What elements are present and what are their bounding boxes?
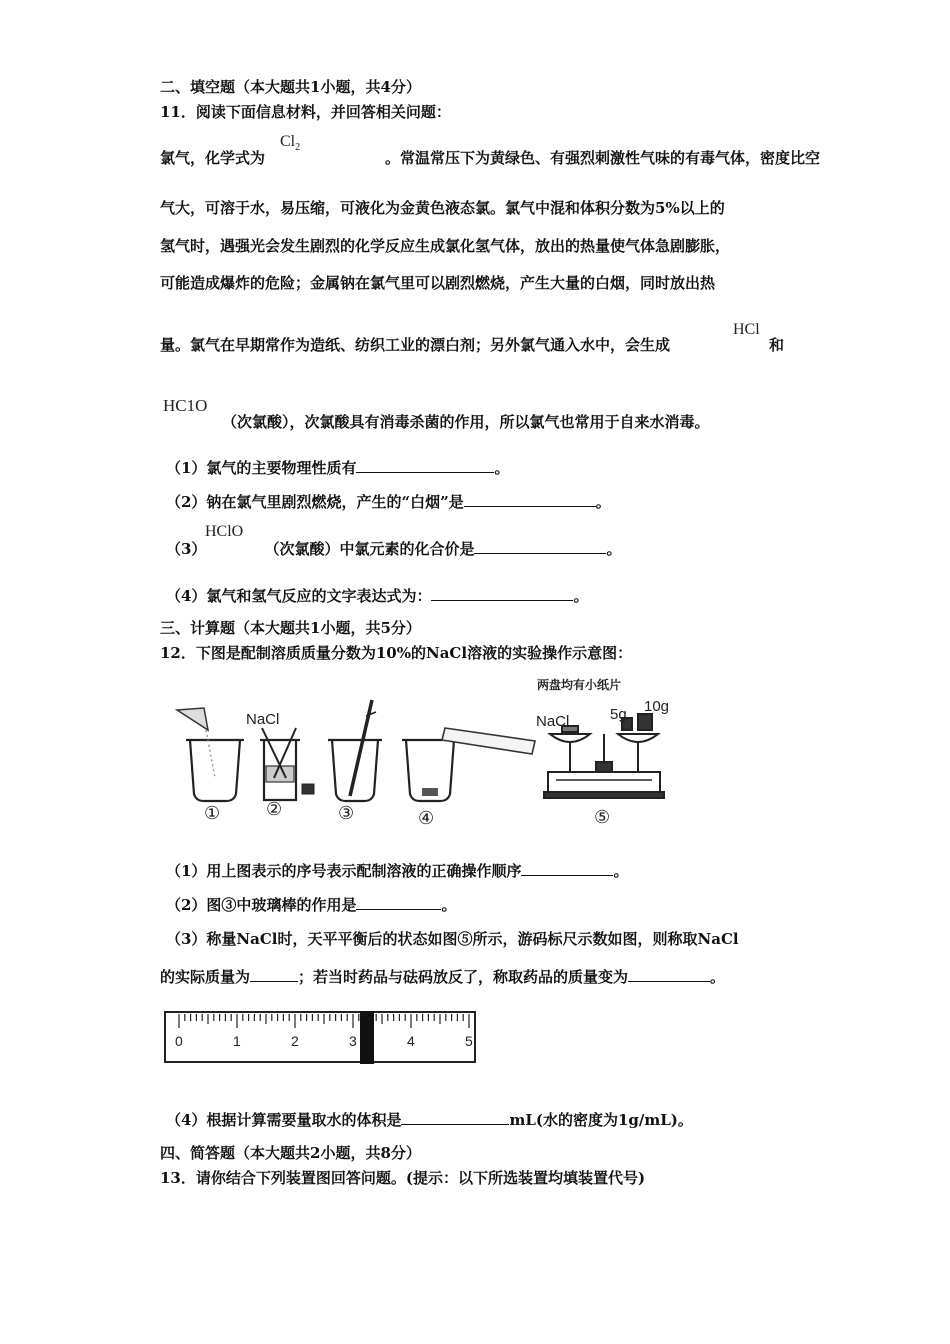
formula-cl2-subscript: 2 [295, 142, 301, 154]
answer-blank-11-1[interactable] [356, 457, 494, 473]
figure-nacl-label-2: NaCl [246, 711, 280, 728]
step-label-1: ① [204, 803, 221, 823]
formula-hcl: HCl [733, 321, 760, 338]
step-1-beaker [177, 708, 244, 801]
q12-sub-4-text-a: （4）根据计算需要量取水的体积是 [166, 1111, 402, 1129]
period: 。 [441, 896, 457, 914]
figure-weight-5g: 5g [610, 706, 627, 723]
q12-sub-3-line-2 [160, 966, 725, 987]
period: 。 [595, 493, 611, 511]
section-4-heading: 四、简答题（本大题共2小题，共8分） [160, 1144, 421, 1162]
q12-sub-2 [166, 894, 456, 915]
figure-note: 两盘均有小纸片 [537, 678, 622, 692]
q11-sub-4 [166, 585, 588, 606]
q11-sub-1-text: （1）氯气的主要物理性质有 [166, 459, 357, 477]
q11-paragraph-line-4: 可能造成爆炸的危险；金属钠在氯气里可以剧烈燃烧，产生大量的白烟，同时放出热 [160, 274, 716, 292]
answer-blank-11-4[interactable] [431, 585, 573, 601]
q11-paragraph-line-2: 气大，可溶于水，易压缩，可液化为金黄色液态氯。氯气中混和体积分数为5%以上的 [160, 199, 725, 217]
step-label-5: ⑤ [594, 807, 611, 827]
answer-blank-11-2[interactable] [464, 491, 596, 507]
q12-sub-2-text: （2）图③中玻璃棒的作用是 [166, 896, 357, 914]
q11-p5a: 量。氯气在早期常作为造纸、纺织工业的漂白剂；另外氯气通入水中，会生成 [160, 336, 671, 354]
ruler-label: 5 [465, 1033, 473, 1049]
answer-blank-12-1[interactable] [521, 860, 613, 876]
experiment-figure [160, 668, 680, 836]
q11-paragraph-line-1 [160, 148, 820, 168]
answer-blank-12-4[interactable] [401, 1109, 509, 1125]
q11-paragraph-line-3: 氢气时，遇强光会发生剧烈的化学反应生成氯化氢气体，放出的热量使气体急剧膨胀， [160, 237, 731, 255]
q11-p1b: 。常温常压下为黄绿色、有强烈刺激性气味的有毒气体，密度比空 [385, 149, 821, 167]
answer-blank-12-3a[interactable] [250, 966, 298, 982]
answer-blank-11-3[interactable] [474, 538, 606, 554]
q11-sub-1 [166, 457, 509, 478]
answer-blank-12-3b[interactable] [628, 966, 710, 982]
answer-blank-12-2[interactable] [356, 894, 441, 910]
period: 。 [494, 459, 510, 477]
q11-sub-3-number: （3） [166, 540, 207, 558]
q11-sub-2 [166, 491, 611, 512]
q12-sub-3-line-1: （3）称量NaCl时，天平平衡后的状态如图⑤所示，游码标尺示数如图，则称取NaCl [166, 930, 739, 948]
q12-sub-4-text-b: mL(水的密度为1g/mL)。 [509, 1111, 693, 1129]
section-2-heading: 二、填空题（本大题共1小题，共4分） [160, 78, 421, 96]
question-12-title: 12．下图是配制溶质质量分数为10%的NaCl溶液的实验操作示意图： [160, 644, 633, 662]
step-3-stirring-beaker [328, 700, 382, 801]
step-label-3: ③ [338, 803, 355, 823]
ruler-label: 2 [291, 1033, 299, 1049]
figure-nacl-label-5: NaCl [536, 713, 570, 730]
q11-sub-2-text: （2）钠在氯气里剧烈燃烧，产生的“白烟”是 [166, 493, 464, 511]
period: 。 [710, 968, 726, 986]
q12-sub-3-text-c: ；若当时药品与砝码放反了，称取药品的质量变为 [298, 968, 629, 986]
section-3-heading: 三、计算题（本大题共1小题，共5分） [160, 619, 421, 637]
period: 。 [606, 540, 622, 558]
period: 。 [613, 862, 629, 880]
ruler-rider[interactable] [360, 1011, 374, 1064]
question-11-title: 11．阅读下面信息材料，并回答相关问题： [160, 103, 451, 121]
ruler-label: 1 [233, 1033, 241, 1049]
q12-sub-1 [166, 860, 628, 881]
ruler-label: 0 [175, 1033, 183, 1049]
step-label-2: ② [266, 799, 283, 819]
rider-scale-ruler [164, 1010, 478, 1066]
q12-sub-3-text-b: 的实际质量为 [160, 968, 251, 986]
step-2-reagent-bottle [260, 728, 314, 800]
formula-cl2: $Cl_2$ [280, 133, 301, 154]
q11-sub-3-text: （次氯酸）中氯元素的化合价是 [264, 540, 475, 558]
q11-p1a: 氯气，化学式为 [160, 149, 266, 167]
q12-sub-1-text: （1）用上图表示的序号表示配制溶液的正确操作顺序 [166, 862, 522, 880]
figure-weight-10g: 10g [644, 698, 670, 715]
formula-hclo: HC1O [163, 396, 208, 415]
step-4-beaker-cylinder [402, 728, 535, 801]
q11-sub-3 [166, 538, 621, 559]
formula-hclo-2: HClO [205, 523, 244, 540]
q12-sub-4 [166, 1109, 693, 1130]
q11-paragraph-line-6: （次氯酸），次氯酸具有消毒杀菌的作用，所以氯气也常用于自来水消毒。 [222, 413, 710, 431]
q11-paragraph-line-5 [160, 335, 670, 355]
step-label-4: ④ [418, 808, 435, 828]
q11-p5b: 和 [769, 336, 785, 354]
ruler-label: 3 [349, 1033, 357, 1049]
question-13-title: 13．请你结合下列装置图回答问题。(提示：以下所选装置均填装置代号) [160, 1169, 646, 1187]
ruler-label: 4 [407, 1033, 415, 1049]
q11-sub-4-text: （4）氯气和氢气反应的文字表达式为： [166, 587, 432, 605]
period: 。 [573, 587, 589, 605]
